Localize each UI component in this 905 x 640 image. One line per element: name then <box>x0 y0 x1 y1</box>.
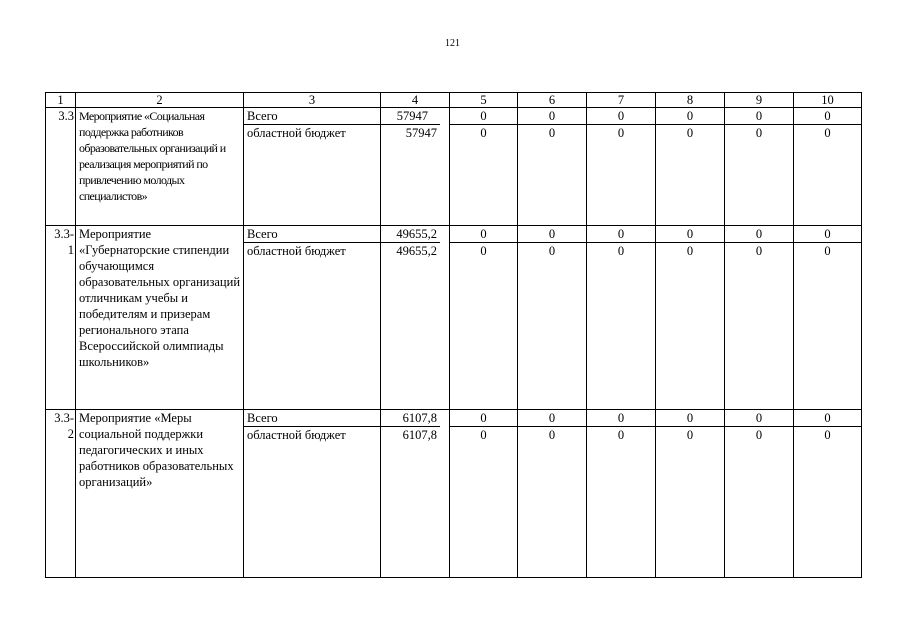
value-cell: 0 <box>450 108 517 125</box>
header-cell: 9 <box>725 93 794 108</box>
source-regional-label: областной бюджет <box>247 428 346 442</box>
source-regional-label: областной бюджет <box>247 244 346 258</box>
total-value: 6107,8 <box>381 410 440 427</box>
header-cell: 6 <box>518 93 587 108</box>
value-cell: 0 <box>548 126 556 140</box>
value-cell: 0 <box>794 226 861 243</box>
value-cell: 0 <box>450 226 517 243</box>
value-cell: 0 <box>755 126 763 140</box>
header-cell: 2 <box>76 93 244 108</box>
value-cell: 0 <box>617 126 625 140</box>
row-number: 3.3-1 <box>46 226 76 410</box>
table-row <box>46 108 862 226</box>
source-total-label: Всего <box>244 226 380 243</box>
value-cell: 0 <box>725 108 793 125</box>
value-cell: 0 <box>686 428 694 442</box>
value-cell: 0 <box>794 108 861 125</box>
budget-table <box>45 92 862 578</box>
value-cell: 0 <box>617 244 625 258</box>
value-cell: 0 <box>686 126 694 140</box>
source-total-label: Всего <box>244 108 380 125</box>
value-cell: 0 <box>794 410 861 427</box>
value-cell: 0 <box>656 226 724 243</box>
value-cell: 0 <box>617 428 625 442</box>
value-cell: 0 <box>824 428 831 442</box>
source-regional-label: областной бюджет <box>247 126 346 140</box>
value-cell: 0 <box>656 410 724 427</box>
total-value: 6107,8 <box>402 428 437 442</box>
event-name: Мероприятие «Губернаторские стипендии обучающимся образовательных организаций отличникам учебы и победителям и призерам регионального этапа Всероссийской олимпиады школьников» <box>79 227 241 369</box>
event-name: Мероприятие «Меры социальной поддержки педагогических и иных работников образовательных организаций» <box>79 411 234 489</box>
header-cell: 8 <box>656 93 725 108</box>
header-cell: 7 <box>587 93 656 108</box>
total-value: 49655,2 <box>381 226 440 243</box>
value-cell: 0 <box>686 244 694 258</box>
value-cell: 0 <box>656 108 724 125</box>
value-cell: 0 <box>755 428 763 442</box>
value-cell: 0 <box>824 126 831 140</box>
total-value: 49655,2 <box>396 244 437 258</box>
source-total-label: Всего <box>244 410 380 427</box>
value-cell: 0 <box>587 410 655 427</box>
value-cell: 0 <box>548 244 556 258</box>
value-cell: 0 <box>548 428 556 442</box>
value-cell: 0 <box>480 244 487 258</box>
header-cell: 3 <box>244 93 381 108</box>
table-row <box>46 410 862 578</box>
row-number: 3.3-2 <box>46 410 76 578</box>
header-cell: 10 <box>794 93 862 108</box>
table-row <box>46 226 862 410</box>
value-cell: 0 <box>480 428 487 442</box>
header-cell: 1 <box>46 93 76 108</box>
row-number: 3.3 <box>46 108 76 226</box>
value-cell: 0 <box>450 410 517 427</box>
event-name: Мероприятие «Социальная поддержка работников образовательных организаций и реализация мероприятий по привлечению молодых специалистов» <box>79 109 226 203</box>
value-cell: 0 <box>587 226 655 243</box>
header-cell: 4 <box>381 93 450 108</box>
value-cell: 0 <box>480 126 487 140</box>
total-value: 57947 <box>405 126 437 140</box>
total-value: 57947 <box>381 108 440 125</box>
value-cell: 0 <box>725 226 793 243</box>
page-number: 121 <box>445 38 460 49</box>
value-cell: 0 <box>587 108 655 125</box>
table-header-row <box>46 93 862 108</box>
header-cell: 5 <box>450 93 518 108</box>
value-cell: 0 <box>518 226 586 243</box>
value-cell: 0 <box>824 244 831 258</box>
value-cell: 0 <box>518 410 586 427</box>
value-cell: 0 <box>518 108 586 125</box>
value-cell: 0 <box>725 410 793 427</box>
value-cell: 0 <box>755 244 763 258</box>
